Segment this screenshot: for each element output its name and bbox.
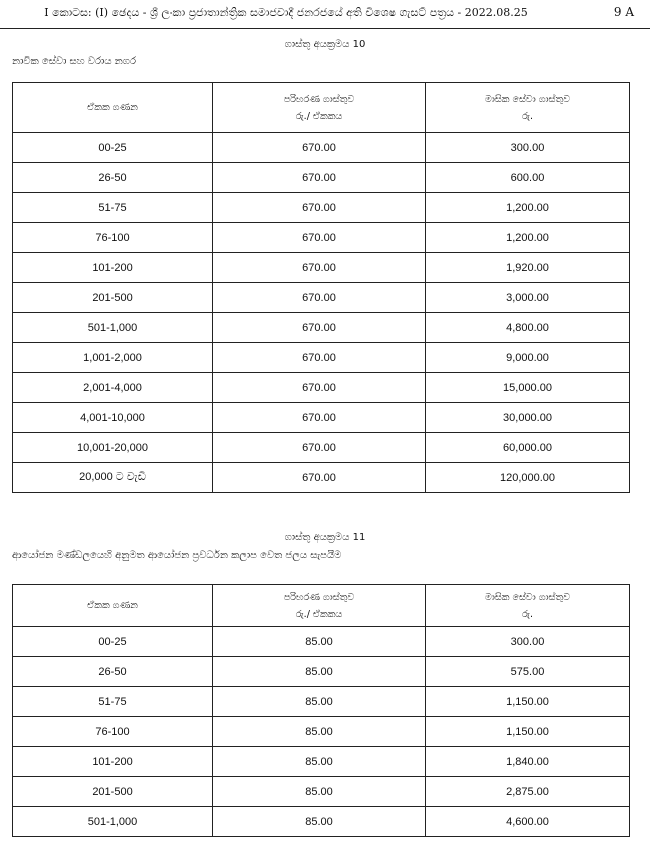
usage-charge-cell: 670.00	[213, 283, 426, 313]
service-charge-cell: 1,150.00	[426, 717, 630, 747]
units-cell: 00-25	[13, 133, 213, 163]
units-cell: 51-75	[13, 193, 213, 223]
table-row	[13, 283, 630, 313]
service-charge-cell: 1,920.00	[426, 253, 630, 283]
service-charge-cell: 575.00	[426, 657, 630, 687]
service-charge-column-header	[426, 585, 630, 627]
usage-charge-cell: 670.00	[213, 313, 426, 343]
service-charge-cell: 4,600.00	[426, 807, 630, 837]
usage-charge-cell: 85.00	[213, 777, 426, 807]
gazette-header	[0, 0, 650, 29]
service-charge-cell: 120,000.00	[426, 463, 630, 493]
usage-charge-cell: 670.00	[213, 373, 426, 403]
units-cell: 20,000 ට වැඩි	[13, 463, 213, 493]
usage-charge-cell: 85.00	[213, 687, 426, 717]
usage-header-line1: පරිභරණ ගාස්තුව	[283, 93, 355, 105]
service-charge-cell: 30,000.00	[426, 403, 630, 433]
usage-charge-cell: 670.00	[213, 253, 426, 283]
units-column-header	[13, 83, 213, 133]
service-charge-cell: 60,000.00	[426, 433, 630, 463]
table-row	[13, 657, 630, 687]
table-row	[13, 133, 630, 163]
usage-charge-cell: 670.00	[213, 223, 426, 253]
table-header-row	[13, 83, 630, 133]
schedule-10-table	[12, 82, 630, 493]
service-charge-cell: 300.00	[426, 627, 630, 657]
table-row	[13, 807, 630, 837]
usage-charge-cell: 670.00	[213, 433, 426, 463]
table-row	[13, 163, 630, 193]
usage-charge-cell: 85.00	[213, 747, 426, 777]
units-cell: 101-200	[13, 253, 213, 283]
table-row	[13, 777, 630, 807]
service-header-line2: රු.	[522, 608, 533, 620]
usage-charge-column-header	[213, 585, 426, 627]
usage-charge-cell: 85.00	[213, 627, 426, 657]
service-charge-cell: 9,000.00	[426, 343, 630, 373]
units-cell: 1,001-2,000	[13, 343, 213, 373]
service-charge-cell: 1,150.00	[426, 687, 630, 717]
service-header-line2: රු.	[522, 110, 533, 122]
schedule-11-title: ගාස්තු අයක්‍රමය 11	[284, 532, 366, 543]
service-charge-cell: 15,000.00	[426, 373, 630, 403]
service-charge-cell: 4,800.00	[426, 313, 630, 343]
units-cell: 10,001-20,000	[13, 433, 213, 463]
usage-charge-cell: 670.00	[213, 163, 426, 193]
units-cell: 201-500	[13, 283, 213, 313]
table-row	[13, 253, 630, 283]
service-charge-cell: 1,840.00	[426, 747, 630, 777]
service-header-line1: මාසික සේවා ගාස්තුව	[484, 93, 571, 105]
table-row	[13, 687, 630, 717]
usage-charge-cell: 670.00	[213, 463, 426, 493]
service-charge-column-header	[426, 83, 630, 133]
usage-charge-cell: 85.00	[213, 657, 426, 687]
units-cell: 501-1,000	[13, 807, 213, 837]
service-charge-cell: 1,200.00	[426, 193, 630, 223]
service-charge-cell: 3,000.00	[426, 283, 630, 313]
usage-charge-cell: 85.00	[213, 717, 426, 747]
units-cell: 00-25	[13, 627, 213, 657]
usage-charge-cell: 670.00	[213, 133, 426, 163]
units-cell: 101-200	[13, 747, 213, 777]
units-cell: 2,001-4,000	[13, 373, 213, 403]
service-charge-cell: 1,200.00	[426, 223, 630, 253]
table-row	[13, 343, 630, 373]
units-cell: 26-50	[13, 657, 213, 687]
units-column-header	[13, 585, 213, 627]
units-cell: 76-100	[13, 717, 213, 747]
units-header-label: ඒකක ගණන	[87, 102, 138, 113]
table-row	[13, 433, 630, 463]
table-row	[13, 403, 630, 433]
usage-charge-column-header	[213, 83, 426, 133]
usage-header-line2: රු./ ඒකකය	[295, 608, 343, 620]
service-charge-cell: 300.00	[426, 133, 630, 163]
units-cell: 51-75	[13, 687, 213, 717]
units-cell: 501-1,000	[13, 313, 213, 343]
units-header-label: ඒකක ගණන	[87, 600, 138, 611]
usage-charge-cell: 85.00	[213, 807, 426, 837]
schedule-10-subtitle: නාවික සේවා සහ වරාය නගර	[12, 56, 136, 67]
table-row	[13, 463, 630, 493]
usage-charge-cell: 670.00	[213, 343, 426, 373]
service-charge-cell: 600.00	[426, 163, 630, 193]
table-row	[13, 627, 630, 657]
usage-charge-cell: 670.00	[213, 403, 426, 433]
units-cell: 76-100	[13, 223, 213, 253]
usage-charge-cell: 670.00	[213, 193, 426, 223]
units-cell: 26-50	[13, 163, 213, 193]
schedule-10-title: ගාස්තු අයක්‍රමය 10	[284, 39, 366, 50]
units-cell: 201-500	[13, 777, 213, 807]
gazette-header-title: I කොටස: (I) ඡෙදය - ශ්‍රී ලංකා ප්‍රජාතාන්ත්‍රික සමාජවාදී ජනරජයේ අති විශෙෂ ගැසට් පත්‍රය - 2022.08.25	[44, 6, 528, 19]
schedule-11-table	[12, 584, 630, 837]
units-cell: 4,001-10,000	[13, 403, 213, 433]
table-row	[13, 223, 630, 253]
table-row	[13, 373, 630, 403]
table-header-row	[13, 585, 630, 627]
table-row	[13, 313, 630, 343]
table-row	[13, 717, 630, 747]
service-charge-cell: 2,875.00	[426, 777, 630, 807]
usage-header-line2: රු./ ඒකකය	[295, 110, 343, 122]
page-number: 9 A	[613, 5, 634, 19]
table-row	[13, 193, 630, 223]
schedule-11-subtitle: ආයෝජන මණ්ඩලයෙහි අනුමත ආයෝජන ප්‍රවර්ධන කලාප වෙත ජලය සැපයීම	[12, 550, 342, 561]
table-row	[13, 747, 630, 777]
usage-header-line1: පරිභරණ ගාස්තුව	[283, 591, 355, 603]
service-header-line1: මාසික සේවා ගාස්තුව	[484, 591, 571, 603]
